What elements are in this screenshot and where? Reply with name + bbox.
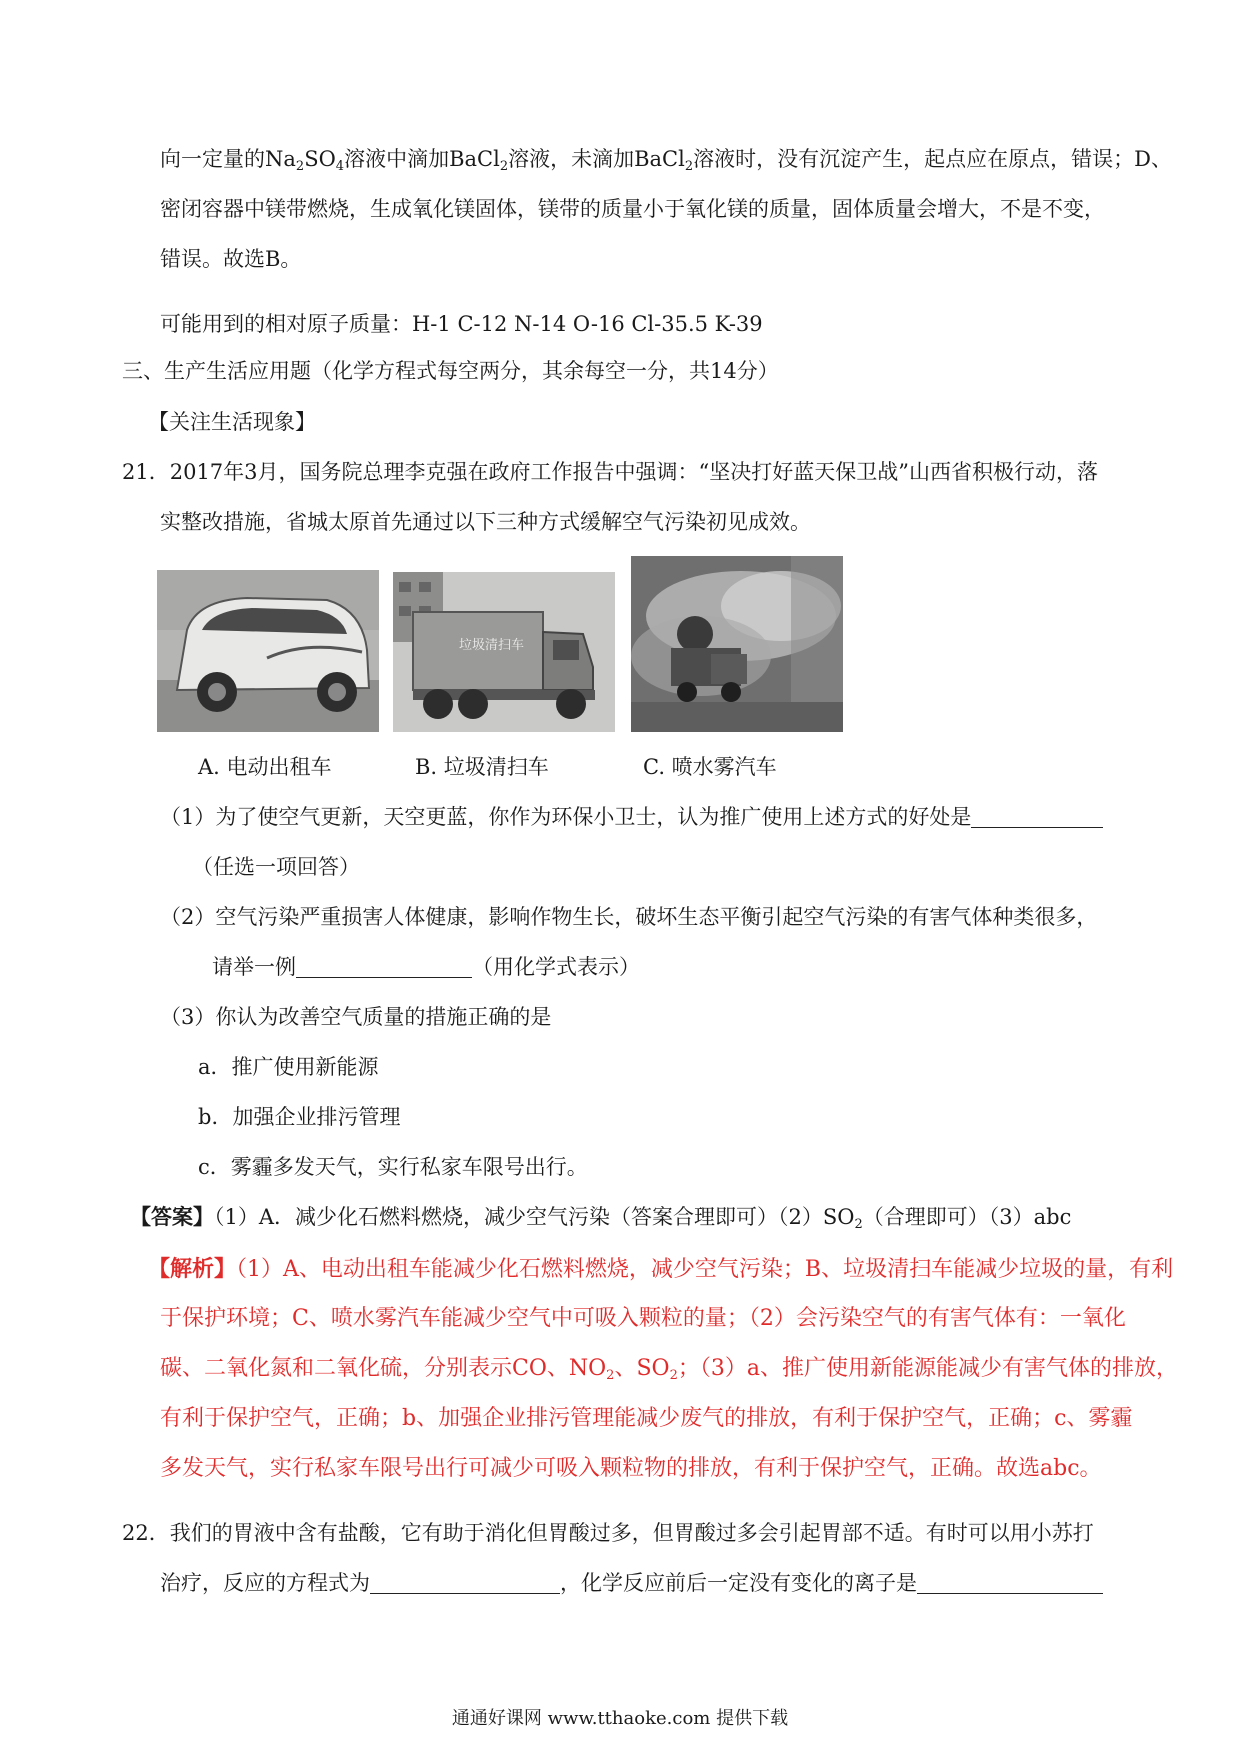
answer-blank-1[interactable] xyxy=(971,805,1103,828)
answer-blank-2[interactable] xyxy=(296,955,472,978)
page-footer: 通通好课网 www.tthaoke.com 提供下载 xyxy=(451,1708,789,1729)
q21-analysis-line-4: 有利于保护空气，正确；b、加强企业排污管理能减少废气的排放，有利于保护空气，正确；c、雾霾 xyxy=(160,1406,1133,1431)
prev-line-3: 错误。故选B。 xyxy=(160,247,302,271)
q21-analysis-line-5: 多发天气，实行私家车限号出行可减少可吸入颗粒物的排放，有利于保护空气，正确。故选abc。 xyxy=(160,1456,1102,1481)
q21-part-2: （2）空气污染严重损害人体健康，影响作物生长，破坏生态平衡引起空气污染的有害气体种类很多， xyxy=(160,905,1098,929)
q21-analysis-line-1: 【解析】（1）A、电动出租车能减少化石燃料燃烧，减少空气污染；B、垃圾清扫车能减少垃圾的量，有利 xyxy=(148,1256,1174,1282)
q22-stem-line-2: 治疗，反应的方程式为 ，化学反应前后一定没有变化的离子是 xyxy=(160,1568,1103,1598)
q21-stem-line-2: 实整改措施，省城太原首先通过以下三种方式缓解空气污染初见成效。 xyxy=(160,510,811,534)
mist-truck-photo xyxy=(631,556,843,732)
q22-stem-line-1: 22．我们的胃液中含有盐酸，它有助于消化但胃酸过多，但胃酸过多会引起胃部不适。有时可以用小苏打 xyxy=(122,1521,1094,1545)
answer-blank-3[interactable] xyxy=(370,1571,560,1594)
q21-analysis-line-2: 于保护环境；C、喷水雾汽车能减少空气中可吸入颗粒的量；（2）会污染空气的有害气体有：一氧化 xyxy=(160,1306,1126,1331)
caption-b: B. 垃圾清扫车 xyxy=(415,755,549,779)
truck-sign-text: 垃圾清扫车 xyxy=(459,638,525,653)
caption-a: A. 电动出租车 xyxy=(198,755,332,779)
q21-part-3: （3）你认为改善空气质量的措施正确的是 xyxy=(160,1005,552,1029)
prev-line-1: 向一定量的$Na_2SO_4$溶液中滴加BaCl$_2$溶液，未滴加BaCl$_2$溶液时，没有沉淀产生，起点应在原点，错误；D、 xyxy=(160,147,1172,174)
atomic-mass-line: 可能用到的相对原子质量：H-1 C-12 N-14 O-16 Cl-35.5 K-39 xyxy=(160,312,763,336)
q21-option-a: a．推广使用新能源 xyxy=(198,1055,379,1079)
section-3-title: 三、生产生活应用题（化学方程式每空两分，其余每空一分，共14分） xyxy=(122,359,779,383)
q21-option-c: c．雾霾多发天气，实行私家车限号出行。 xyxy=(198,1155,588,1179)
q21-stem-line-1: 21．2017年3月，国务院总理李克强在政府工作报告中强调：“坚决打好蓝天保卫战”山西省积极行动，落 xyxy=(122,460,1098,484)
caption-c: C. 喷水雾汽车 xyxy=(643,755,777,779)
q21-part-2-prompt: 请举一例 （用化学式表示） xyxy=(212,955,640,979)
section-subheading: 【关注生活现象】 xyxy=(148,410,316,434)
q21-answer: 【答案】（1）A．减少化石燃料燃烧，减少空气污染（答案合理即可）$(2)SO_2$（合理即可）（3）abc xyxy=(130,1204,1072,1232)
q21-analysis-line-3: 碳、二氧化氮和二氧化硫，分别表示CO、$NO_2$、$SO_2$；（3）a、推广使用新能源能减少有害气体的排放， xyxy=(160,1356,1178,1383)
q21-option-b: b．加强企业排污管理 xyxy=(198,1105,401,1129)
q21-part-1: （1）为了使空气更新，天空更蓝，你作为环保小卫士，认为推广使用上述方式的好处是 xyxy=(160,802,1103,832)
prev-line-2: 密闭容器中镁带燃烧，生成氧化镁固体，镁带的质量小于氧化镁的质量，固体质量会增大，不是不变， xyxy=(160,197,1105,221)
q21-part-1-note: （任选一项回答） xyxy=(192,855,360,879)
answer-blank-4[interactable] xyxy=(917,1571,1103,1594)
electric-taxi-photo xyxy=(157,570,379,732)
garbage-sweeper-photo xyxy=(393,572,615,732)
